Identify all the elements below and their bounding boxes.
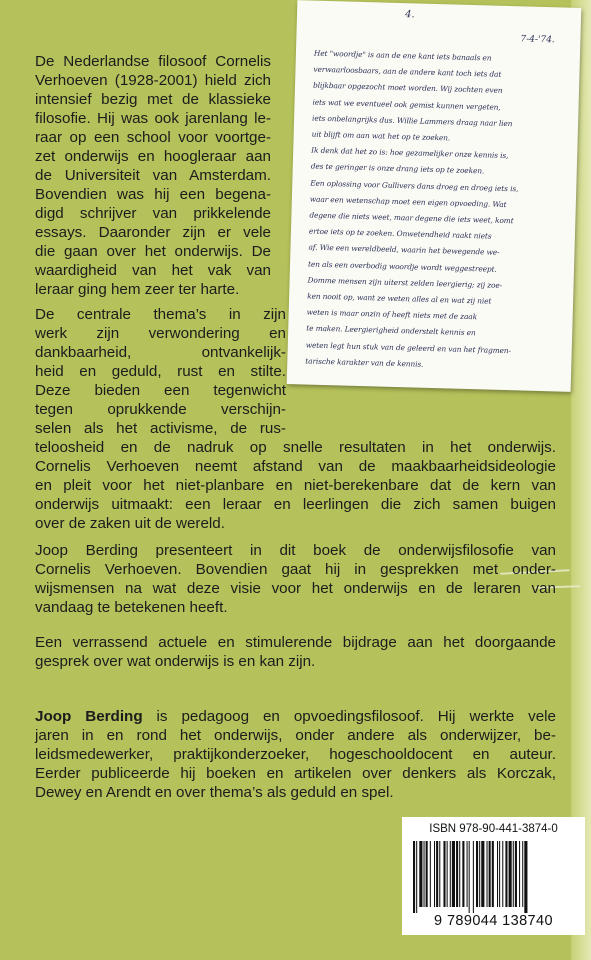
author-bio-first-line-rest: is pedagoog en opvoedingsfilosoof. Hij werkte vele bbox=[142, 708, 557, 725]
text-line: die gaan over het onderwijs. De bbox=[35, 243, 271, 260]
author-bio-paragraph bbox=[35, 707, 556, 802]
text-line: leraar ging hem zeer ter harte. bbox=[35, 281, 240, 298]
text-line: intensief bezig met de klassieke bbox=[35, 91, 271, 108]
barcode-bar bbox=[467, 841, 468, 907]
barcode-bar bbox=[509, 841, 512, 907]
text-line: selen als het activisme, de rus- bbox=[35, 420, 286, 437]
barcode-bar bbox=[426, 841, 428, 907]
barcode-bar bbox=[443, 841, 445, 907]
letter-line: Een oplossing voor Gullivers dans droeg en droeg iets is, bbox=[310, 178, 519, 193]
text-line: leidsmedewerker, praktijkonderzoeker, hogeschooldocent en auteur. bbox=[35, 746, 556, 763]
text-line: raar op een school voor voortge- bbox=[35, 129, 271, 146]
barcode-bar bbox=[456, 841, 458, 907]
text-line: Verhoeven (1928-2001) hield zich bbox=[35, 72, 271, 89]
text-line: tegen oprukkende verschijn- bbox=[35, 401, 286, 418]
text-line: Bovendien was hij een begena- bbox=[35, 186, 271, 203]
text-line: zet onderwijs en hoogleraar aan bbox=[35, 148, 271, 165]
text-line: Joop Berding presenteert in dit boek de onderwijsfilosofie van bbox=[35, 542, 556, 559]
letter-line: weten is maar onzin of heeft niets met de zaak bbox=[306, 307, 478, 322]
letter-line: degene die niets weet, maar degene die iets weet, komt bbox=[309, 210, 514, 226]
text-line: Dewey en Arendt en over thema’s als geduld en spel. bbox=[35, 784, 394, 801]
barcode-bar bbox=[481, 841, 484, 907]
barcode-bar bbox=[416, 841, 417, 913]
barcode-bar bbox=[434, 841, 435, 907]
barcode-bar bbox=[419, 841, 422, 907]
isbn-barcode-box bbox=[402, 817, 585, 935]
barcode-bar bbox=[473, 841, 474, 913]
text-line: jaren in en rond het onderwijs, onder andere als onderwijzer, be- bbox=[35, 727, 556, 744]
letter-line: tarische karakter van de kennis. bbox=[305, 356, 424, 369]
barcode-bar bbox=[489, 841, 491, 907]
intro-paragraph bbox=[35, 52, 556, 299]
barcode-bar bbox=[505, 841, 507, 907]
barcode-bar bbox=[479, 841, 480, 907]
letter-line: des te geringer is onze drang iets op te zoeken. bbox=[310, 161, 485, 176]
barcode-bar bbox=[519, 841, 520, 907]
letter-date: 7-4-'74. bbox=[520, 34, 555, 46]
letter-line: iets onbelangrijks dus. Willie Lammers draag naar lien bbox=[312, 113, 513, 128]
isbn-label: ISBN 978-90-441-3874-0 bbox=[429, 823, 558, 835]
letter-line: Ik denk dat het zo is: hoe gezamelijker onze kennis is, bbox=[311, 145, 509, 161]
text-line: en pleit voor het niet-planbare en niet-berekenbare dat de kern van bbox=[35, 477, 556, 494]
text-line: Deze bieden een tegenwicht bbox=[35, 382, 286, 399]
isbn-digits: 9 789044 138740 bbox=[434, 913, 553, 929]
text-line: heid en geduld, rust en stilte. bbox=[35, 363, 286, 380]
barcode-bar bbox=[439, 841, 440, 907]
letter-line: ten als een overbodig woordje wordt weggestreept. bbox=[307, 259, 497, 274]
text-line: werk zijn verwondering en bbox=[35, 325, 286, 342]
barcode-bar bbox=[469, 841, 470, 913]
text-line: Een verrassend actuele en stimulerende bijdrage aan het doorgaande bbox=[35, 634, 556, 651]
letter-line: Domme mensen zijn uiterst zelden leergierig; zij zoe- bbox=[307, 275, 503, 290]
barcode-bar bbox=[447, 841, 448, 907]
barcode-bar bbox=[487, 841, 488, 907]
themes-paragraph bbox=[35, 305, 556, 533]
text-line: De centrale thema’s in zijn bbox=[35, 306, 286, 323]
letter-page-number: 4. bbox=[404, 9, 415, 21]
text-line: Eerder publiceerde hij boeken en artikelen over denkers als Korczak, bbox=[35, 765, 556, 782]
text-line: teloosheid en de nadruk op snelle resultaten in het onderwijs. bbox=[35, 439, 556, 456]
barcode-bars bbox=[413, 841, 574, 913]
letter-line: verwaarloosbaars, aan de andere kant toch iets dat bbox=[313, 64, 502, 80]
letter-line: ertoe iets op te zoeken. Onwetendheid raakt niets bbox=[308, 226, 492, 241]
text-line: waardigheid van het vak van bbox=[35, 262, 271, 279]
barcode-bar bbox=[462, 841, 464, 907]
author-name: Joop Berding bbox=[35, 708, 143, 725]
barcode-bar bbox=[522, 841, 523, 907]
barcode-bar bbox=[424, 841, 425, 907]
text-line: digd schrijver van prikkelende bbox=[35, 205, 271, 222]
text-line: wijsmensen na wat deze visie voor het onderwijs en de leraren van bbox=[35, 580, 556, 597]
text-line: de Universiteit van Amsterdam. bbox=[35, 167, 271, 184]
barcode-bar bbox=[430, 841, 431, 907]
text-line: Cornelis Verhoeven. Bovendien gaat hij in gesprekken met onder- bbox=[35, 561, 556, 578]
text-line: onderwijs uitmaakt: een leraar en leerlingen die zich samen buigen bbox=[35, 496, 556, 513]
letter-line: iets wat we eventueel ook gemist kunnen vergeten, bbox=[312, 97, 501, 112]
text-line: filosofie. Hij was ook jarenlang le- bbox=[35, 110, 271, 127]
letter-line: Het "woordje" is aan de ene kant iets banaals en bbox=[313, 48, 492, 63]
text-line: De Nederlandse filosoof Cornelis bbox=[35, 53, 271, 70]
letter-line: blijkbaar opgezocht moet worden. Wij zochten even bbox=[312, 80, 503, 96]
barcode-bar bbox=[452, 841, 455, 907]
closing-paragraph bbox=[35, 633, 556, 671]
presentation-paragraph bbox=[35, 541, 556, 617]
barcode-bar bbox=[492, 841, 494, 907]
letter-line: te maken. Leergierigheid onderstelt kennis en bbox=[306, 323, 476, 338]
barcode-bar bbox=[450, 841, 451, 907]
barcode-bar bbox=[524, 841, 527, 913]
text-line: essays. Daaronder zijn er vele bbox=[35, 224, 271, 241]
letter-line: weten legt hun stuk van de geleerd en van het fragmen- bbox=[305, 340, 512, 355]
text-line: dankbaarheid, ontvankelijk- bbox=[35, 344, 286, 361]
barcode-bar bbox=[513, 841, 514, 907]
letter-line: waar een wetenschap moet een eigen opvoeding. Wat bbox=[309, 194, 507, 209]
author-bio-first-line bbox=[35, 707, 556, 726]
barcode-bar bbox=[502, 841, 503, 907]
letter-line: ken nooit op, want ze weten alles al en wat zij niet bbox=[307, 291, 492, 306]
text-line: gesprek over wat onderwijs is en kan zijn. bbox=[35, 653, 316, 670]
barcode-bar bbox=[436, 841, 438, 907]
barcode-bar bbox=[459, 841, 460, 907]
barcode-bar bbox=[515, 841, 517, 907]
letter-line: uit blijft om aan wat het op te zoeken. bbox=[311, 129, 451, 143]
text-line: Cornelis Verhoeven neemt afstand van de maakbaarheidsideologie bbox=[35, 458, 556, 475]
barcode-bar bbox=[476, 841, 478, 907]
barcode-bar bbox=[497, 841, 498, 907]
text-line: over de zaken uit de wereld. bbox=[35, 515, 225, 532]
barcode-bar bbox=[413, 841, 415, 913]
letter-line: af. Wie een wereldbeeld, waarin het bewegende we- bbox=[308, 242, 500, 258]
text-line: vandaag te betekenen heeft. bbox=[35, 599, 228, 616]
barcode-bar bbox=[499, 841, 500, 907]
